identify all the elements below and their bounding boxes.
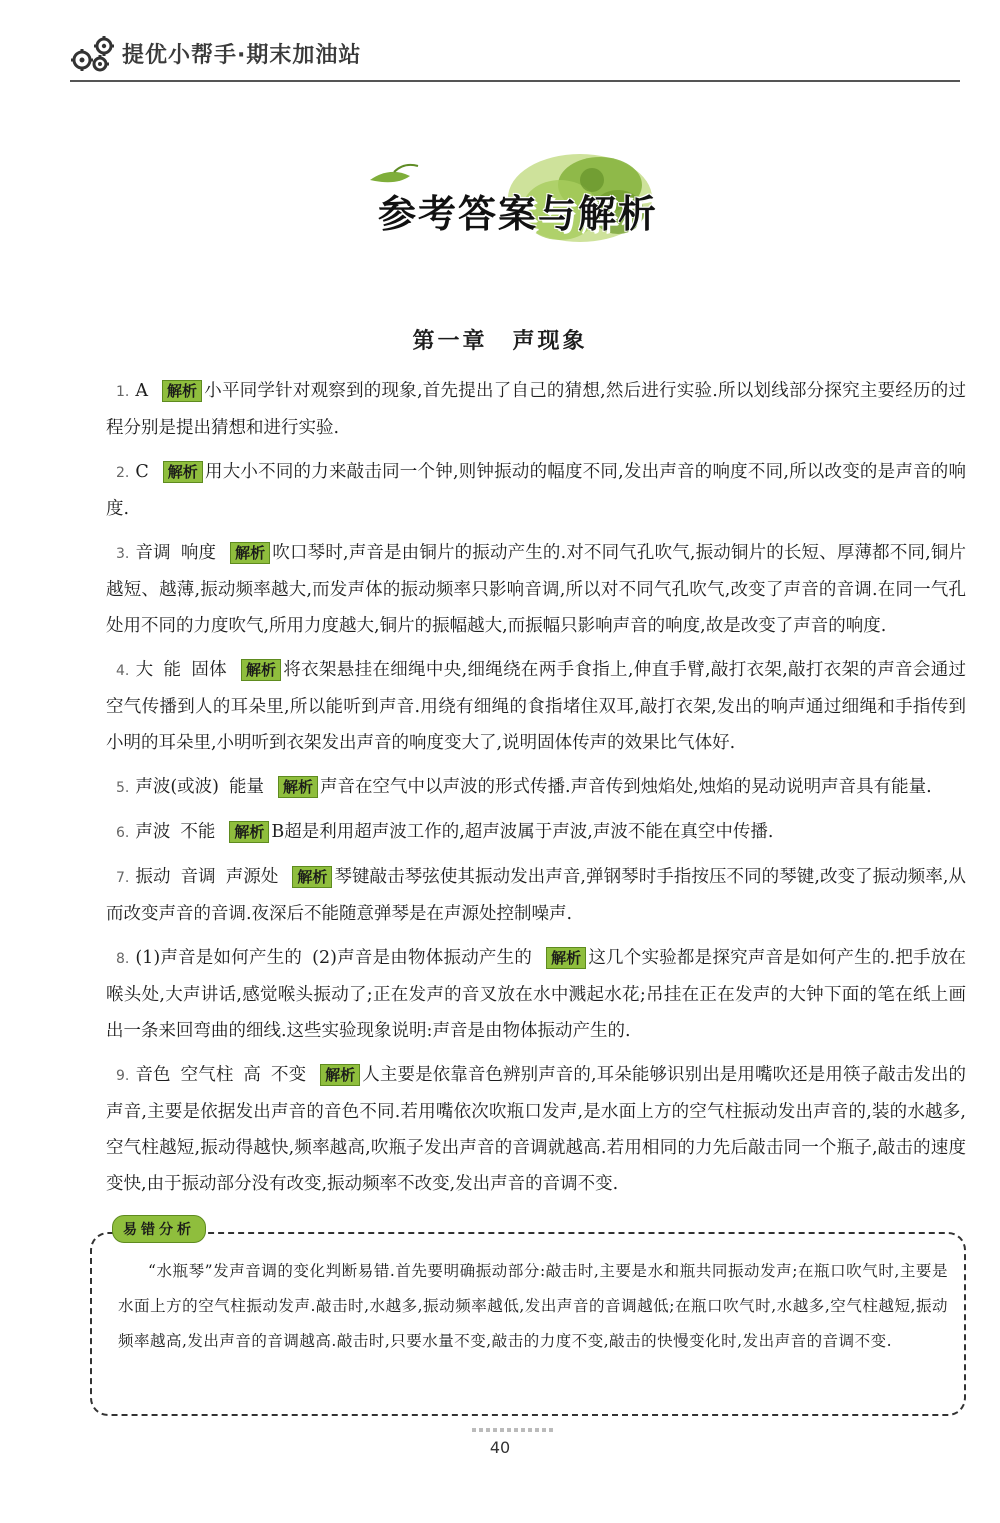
answer-value: 能 [163, 660, 182, 680]
answer-number: 9. [116, 1068, 130, 1084]
analysis-text: 琴键敲击琴弦使其振动发出声音,弹钢琴时手指按压不同的琴键,改变了振动频率,从而改变声音的音调.夜深后不能随意弹琴是在声源处控制噪声. [106, 867, 967, 924]
answer-number: 2. [116, 465, 130, 481]
analysis-text: 用大小不同的力来敲击同一个钟,则钟振动的幅度不同,发出声音的响度不同,所以改变的是声音的响度. [106, 462, 966, 519]
answer-value: 音调 [135, 543, 171, 563]
answer-number: 4. [116, 663, 130, 679]
analysis-tag: 解析 [278, 776, 318, 798]
answer-item [106, 535, 966, 644]
answer-item [106, 859, 966, 932]
analysis-text: 吹口琴时,声音是由铜片的振动产生的.对不同气孔吹气,振动铜片的长短、厚薄都不同,铜片越短、越薄,振动频率越大,而发声体的振动频率只影响音调,所以对不同气孔吹气,改变了声音的音调.在同一气孔处用不同的力度吹气,所用力度越大,铜片的振幅越大,而振幅只影响声音的响度,故是改变了声音的响度. [106, 543, 967, 636]
chapter-title: 第一章 声现象 [412, 329, 588, 354]
analysis-tag: 解析 [162, 380, 202, 402]
analysis-tag: 解析 [292, 866, 332, 888]
answer-banner [360, 150, 660, 250]
analysis-text: 小平同学针对观察到的现象,首先提出了自己的猜想,然后进行实验.所以划线部分探究主要经历的过程分别是提出猜想和进行实验. [106, 381, 966, 438]
error-analysis-label: 易错分析 [112, 1215, 206, 1243]
answer-value: (2)声音是由物体振动产生的 [312, 948, 533, 968]
answer-item [106, 454, 966, 527]
answer-value: 声波 [135, 822, 171, 842]
page-number-decoration [472, 1428, 556, 1432]
answer-number: 5. [116, 780, 130, 796]
answer-item [106, 1057, 966, 1202]
answer-item [106, 769, 966, 806]
answer-number: 7. [116, 870, 130, 886]
answer-item [106, 814, 966, 851]
answer-value: 大 [135, 660, 154, 680]
answer-value: 音调 [180, 867, 216, 887]
answer-number: 1. [116, 384, 130, 400]
answer-item [106, 652, 966, 761]
gears-logo-icon [70, 34, 118, 74]
analysis-text: 这几个实验都是探究声音是如何产生的.把手放在喉头处,大声讲话,感觉喉头振动了;正在发声的音叉放在水中溅起水花;吊挂在正在发声的大钟下面的笔在纸上画出一条来回弯曲的细线.这些实验现象说明:声音是由物体振动产生的. [106, 948, 966, 1041]
page-header [70, 28, 960, 82]
answer-value: 能量 [229, 777, 265, 797]
analysis-text: 人主要是依靠音色辨别声音的,耳朵能够识别出是用嘴吹还是用筷子敲击发出的声音,主要是依据发出声音的音色不同.若用嘴依次吹瓶口发声,是水面上方的空气柱振动发出声音的,装的水越多,空气柱越短,振动得越快,频率越高,吹瓶子发出声音的音调就越高.若用相同的力先后敲击同一个瓶子,敲击的速度变快,由于振动部分没有改变,振动频率不改变,发出声音的音调不变. [106, 1065, 967, 1194]
answer-value: 不变 [271, 1065, 307, 1085]
answer-item [106, 940, 966, 1049]
header-divider [70, 80, 960, 82]
answer-number: 3. [116, 546, 130, 562]
answer-value: 声波(或波) [135, 777, 220, 797]
analysis-tag: 解析 [320, 1064, 360, 1086]
banner-title: 参考答案与解析 [378, 192, 659, 236]
answer-number: 6. [116, 825, 130, 841]
answer-item [106, 373, 966, 446]
answer-value: 音色 [135, 1065, 171, 1085]
answer-number: 8. [116, 951, 130, 967]
answer-value: A [135, 381, 148, 401]
analysis-tag: 解析 [229, 821, 269, 843]
analysis-text: B超是利用超声波工作的,超声波属于声波,声波不能在真空中传播. [271, 822, 774, 842]
analysis-tag: 解析 [230, 542, 270, 564]
analysis-tag: 解析 [546, 947, 586, 969]
analysis-tag: 解析 [241, 659, 281, 681]
page-number: 40 [489, 1438, 511, 1457]
answer-value: 固体 [191, 660, 227, 680]
answer-value: C [135, 462, 149, 482]
answer-value: (1)声音是如何产生的 [135, 948, 303, 968]
analysis-text: 将衣架悬挂在细绳中央,细绳绕在两手食指上,伸直手臂,敲打衣架,敲打衣架的声音会通过空气传播到人的耳朵里,所以能听到声音.用绕有细绳的食指堵住双耳,敲打衣架,发出的响声通过细绳和手指传到小明的耳朵里,小明听到衣架发出声音的响度变大了,说明固体传声的效果比气体好. [106, 660, 967, 753]
error-analysis-text: “水瓶琴”发声音调的变化判断易错.首先要明确振动部分:敲击时,主要是水和瓶共同振动发声;在瓶口吹气时,主要是水面上方的空气柱振动发声.敲击时,水越多,振动频率越低,发出声音的音调越低;在瓶口吹气时,水越多,空气柱越短,振动频率越高,发出声音的音调越高.敲击时,只要水量不变,敲击的力度不变,敲击的快慢变化时,发出声音的音调不变. [118, 1262, 948, 1350]
answer-value: 声源处 [225, 867, 279, 887]
answer-list [106, 373, 966, 1210]
error-analysis-box [90, 1222, 966, 1416]
analysis-text: 声音在空气中以声波的形式传播.声音传到烛焰处,烛焰的晃动说明声音具有能量. [320, 777, 932, 797]
answer-value: 不能 [180, 822, 216, 842]
answer-value: 响度 [180, 543, 217, 563]
analysis-tag: 解析 [163, 461, 203, 483]
answer-value: 空气柱 [180, 1065, 234, 1085]
answer-value: 振动 [135, 867, 171, 887]
header-title: 提优小帮手·期末加油站 [122, 43, 362, 68]
answer-value: 高 [243, 1065, 262, 1085]
